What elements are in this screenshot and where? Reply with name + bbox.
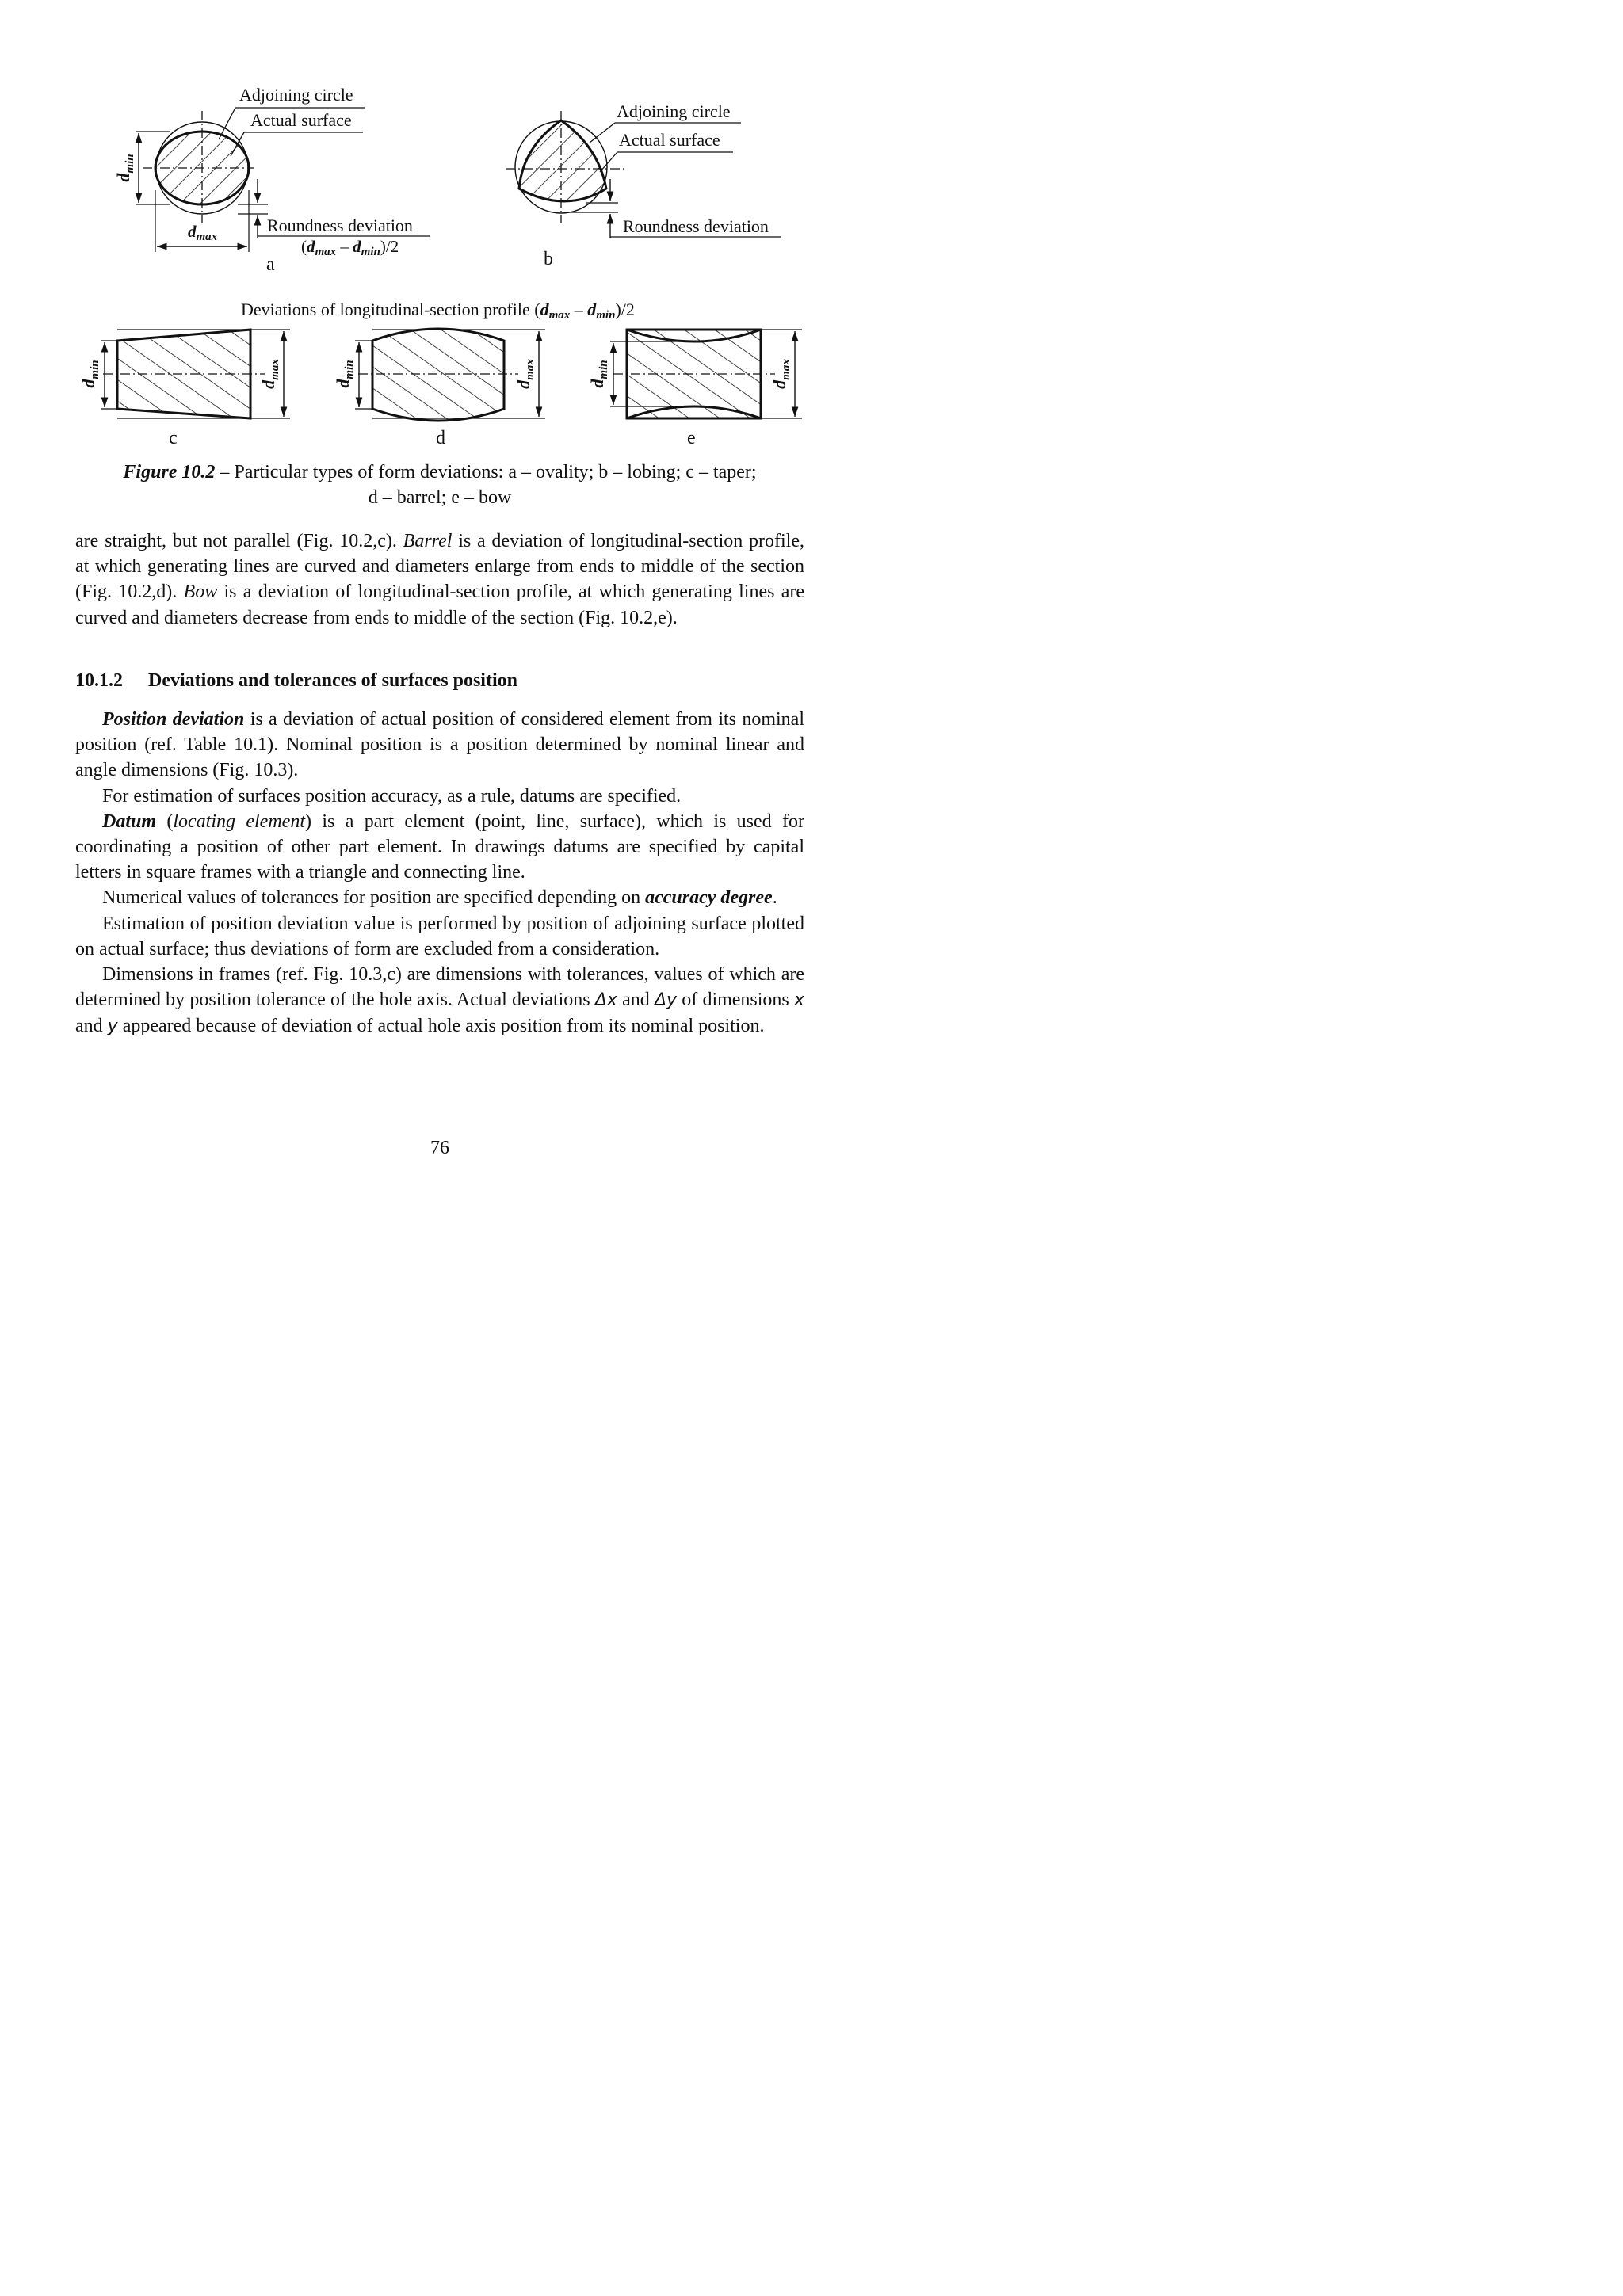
roundness-deviation-label: Roundness deviation: [623, 216, 769, 236]
ovality-formula: (dmax – dmin)/2: [301, 237, 399, 258]
figure-caption: Figure 10.2 – Particular types of form deviations: a – ovality; b – lobing; c – taper; d – barrel; e – bow: [123, 462, 757, 508]
actual-surface-label: Actual surface: [250, 110, 352, 130]
roundness-deviation-label: Roundness deviation: [267, 215, 413, 235]
paragraph-datums: For estimation of surfaces position accuracy, as a rule, datums are specified.: [102, 785, 682, 807]
actual-surface-triangle: [519, 120, 606, 201]
sub-label-e: e: [687, 428, 696, 448]
sub-label-b: b: [544, 249, 553, 269]
sub-label-d: d: [436, 428, 445, 448]
paragraph-dimensions-in-frames: Dimensions in frames (ref. Fig. 10.3,c) are dimensions with tolerances, values of which are determined by position tolerance of the hole axis. Actual deviations Δx and Δy of dimensions x and y appeared because of deviation of actual hole axis position from its nominal position.: [75, 964, 805, 1037]
diagram-taper: [78, 330, 290, 448]
diagram-ovality: [113, 85, 430, 275]
diagram-bow: [587, 330, 802, 448]
dmin-label: $d_{min}$: [587, 360, 610, 388]
adjoining-circle-label: Adjoining circle: [239, 85, 353, 105]
sub-label-a: a: [266, 254, 275, 275]
profile-deviation-title: Deviations of longitudinal-section profile (dmax – dmin)/2: [241, 299, 635, 322]
figure-number: Figure 10.2: [123, 462, 216, 482]
diagram-lobing: [506, 101, 781, 269]
section-heading: 10.1.2 Deviations and tolerances of surfaces position: [75, 670, 517, 691]
dmax-label: d: [188, 222, 197, 241]
paragraph-estimation: Estimation of position deviation value is performed by position of adjoining surface plotted on actual surface; thus deviations of form are excluded from a consideration.: [75, 913, 804, 959]
figure-10-2: [0, 0, 880, 527]
sub-label-c: c: [169, 428, 178, 448]
paragraph-position-deviation: Position deviation is a deviation of actual position of considered element from its nominal position (ref. Table 10.1). Nominal position is a position determined by nominal linear and angle dimensions (Fig. 10.3).: [75, 709, 804, 781]
dmin-label: $d_{min}$: [78, 360, 101, 388]
dmax-label: $d_{max}$: [514, 359, 537, 389]
svg-text:dmax: dmax: [188, 222, 218, 243]
dmin-label: $d_{min}$: [333, 360, 356, 388]
dmax-label: $d_{max}$: [258, 359, 281, 389]
page-number: 76: [430, 1138, 449, 1158]
svg-text:dmin: $d_{min}$: [113, 154, 136, 182]
adjoining-circle-label: Adjoining circle: [617, 101, 731, 121]
actual-surface-label: Actual surface: [619, 130, 720, 150]
diagram-barrel: [333, 329, 545, 448]
paragraph-profile-deviations: are straight, but not parallel (Fig. 10.2,c). Barrel is a deviation of longitudinal-section profile, at which generating lines are curved and diameters enlarge from ends to middle of the section (Fig. 10.2,d). Bow is a deviation of longitudinal-section profile, at which generating lines are curved and diameters decrease from ends to middle of the section (Fig. 10.2,e).: [75, 531, 805, 628]
paragraph-accuracy-degree: Numerical values of tolerances for position are specified depending on accuracy degree.: [102, 887, 777, 909]
dmax-label: $d_{max}$: [769, 359, 792, 389]
dmin-label: d: [113, 173, 133, 182]
body-text: [75, 707, 804, 1040]
paragraph-datum-definition: Datum (locating element) is a part element (point, line, surface), which is used for coordinating a position of other part element. In drawings datums are specified by capital letters in square frames with a triangle and connecting line.: [75, 810, 804, 883]
